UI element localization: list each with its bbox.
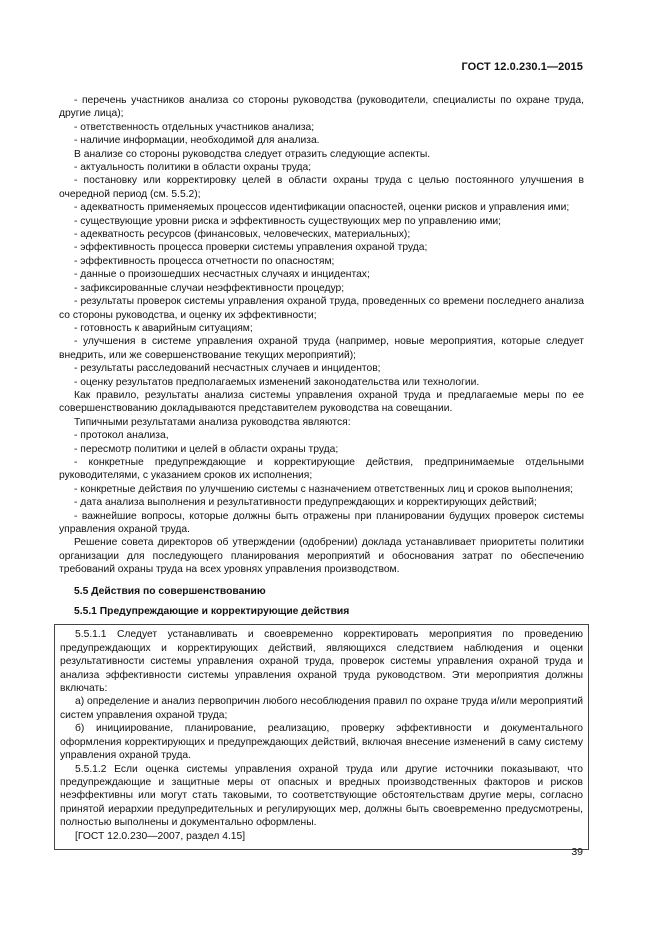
paragraph: - результаты расследований несчастных случаев и инцидентов;	[74, 363, 381, 375]
standard-code-header: ГОСТ 12.0.230.1—2015	[461, 61, 583, 73]
quoted-standard-box	[54, 624, 589, 850]
paragraph: - адекватность применяемых процессов идентификации опасностей, оценки рисков и управления ими;	[74, 202, 570, 214]
boxed-paragraph: 5.5.1.2 Если оценка системы управления охраной труда или другие источники показывают, что предупреждающие и защитные меры от опасных и вредных производственных факторов и рисков неэффективны или могут стать таковыми, то соответствующие обстоятельствам другие меры, согласно принятой иерархии предупредительных и регулирующих мер, должны быть своевременно предусмотрены, полностью выполнены и документально оформлены.	[60, 763, 583, 829]
paragraph: - протокол анализа,	[74, 430, 169, 442]
source-reference: [ГОСТ 12.0.230—2007, раздел 4.15]	[75, 830, 246, 842]
section-heading: 5.5 Действия по совершенствованию	[74, 585, 266, 597]
paragraph: - данные о произошедших несчастных случаях и инцидентах;	[74, 269, 370, 281]
paragraph: - дата анализа выполнения и результативности предупреждающих и корректирующих действий;	[74, 497, 537, 509]
paragraph: - перечень участников анализа со стороны руководства (руководители, специалисты по охране труда, другие лица);	[59, 95, 584, 120]
paragraph: - конкретные действия по улучшению системы с назначением ответственных лиц и сроков выполнения;	[74, 483, 574, 495]
paragraph: - оценку результатов предполагаемых изменений законодательства или технологии.	[74, 376, 480, 388]
paragraph: - существующие уровни риска и эффективность существующих мер по управлению ими;	[74, 215, 502, 227]
boxed-paragraph: а) определение и анализ первопричин любого несоблюдения правил по охране труда и/или мероприятий систем управления охраной труда;	[60, 696, 583, 721]
paragraph: - улучшения в системе управления охраной труда (например, новые мероприятия, которые следует внедрить, или же совершенствование текущих мероприятий);	[59, 336, 584, 361]
subsection-heading: 5.5.1 Предупреждающие и корректирующие действия	[74, 606, 350, 618]
boxed-paragraph: 5.5.1.1 Следует устанавливать и своевременно корректировать мероприятия по проведению предупреждающих и корректирующих действий, являющихся следствием наблюдения и оценки результативности системы управления охраной труда, проверок системы управления охраной труда и анализа эффективности системы управления охраной труда руководством. Эти мероприятия должны включать:	[60, 629, 583, 695]
paragraph: - постановку или корректировку целей в области охраны труда с целью постоянного улучшения в очередной период (см. 5.5.2);	[59, 175, 584, 200]
paragraph: - эффективность процесса отчетности по опасностям;	[74, 255, 335, 267]
paragraph: Типичными результатами анализа руководства являются:	[74, 416, 351, 428]
page-number: 39	[571, 846, 583, 858]
paragraph: В анализе со стороны руководства следует отразить следующие аспекты.	[74, 148, 431, 160]
paragraph: - пересмотр политики и целей в области охраны труда;	[74, 443, 339, 455]
boxed-paragraph: б) инициирование, планирование, реализацию, проверку эффективности и документального оформления корректирующих и предупреждающих действий, включая внесение изменений в саму систему управления охраной труда.	[60, 723, 583, 762]
document-body	[59, 94, 584, 850]
paragraph: Решение совета директоров об утверждении (одобрении) доклада устанавливает приоритеты политики организации для последующего планирования мероприятий и обоснования затрат по обеспечению требований охраны труда на всех уровнях управления производством.	[59, 537, 584, 576]
paragraph: - наличие информации, необходимой для анализа.	[74, 135, 320, 147]
paragraph: - актуальность политики в области охраны труда;	[74, 162, 312, 174]
paragraph: - зафиксированные случаи неэффективности процедур;	[74, 282, 345, 294]
paragraph: - результаты проверок системы управления охраной труда, проведенных со времени последнего анализа со стороны руководства, и оценку их эффективности;	[59, 296, 584, 321]
paragraph: - эффективность процесса проверки системы управления охраной труда;	[74, 242, 428, 254]
paragraph: Как правило, результаты анализа системы управления охраной труда и предлагаемые меры по ее совершенствованию докладываются представителем руководства на совещании.	[59, 389, 584, 415]
paragraph: - готовность к аварийным ситуациям;	[74, 322, 253, 334]
paragraph: - ответственность отдельных участников анализа;	[74, 121, 315, 133]
paragraph: - адекватность ресурсов (финансовых, человеческих, материальных);	[74, 229, 411, 241]
paragraph: - конкретные предупреждающие и корректирующие действия, предпринимаемые отдельными руководителями, с указанием сроков их исполнения;	[59, 456, 584, 482]
paragraph: - важнейшие вопросы, которые должны быть отражены при планировании будущих проверок системы управления охраной труда.	[59, 510, 584, 535]
